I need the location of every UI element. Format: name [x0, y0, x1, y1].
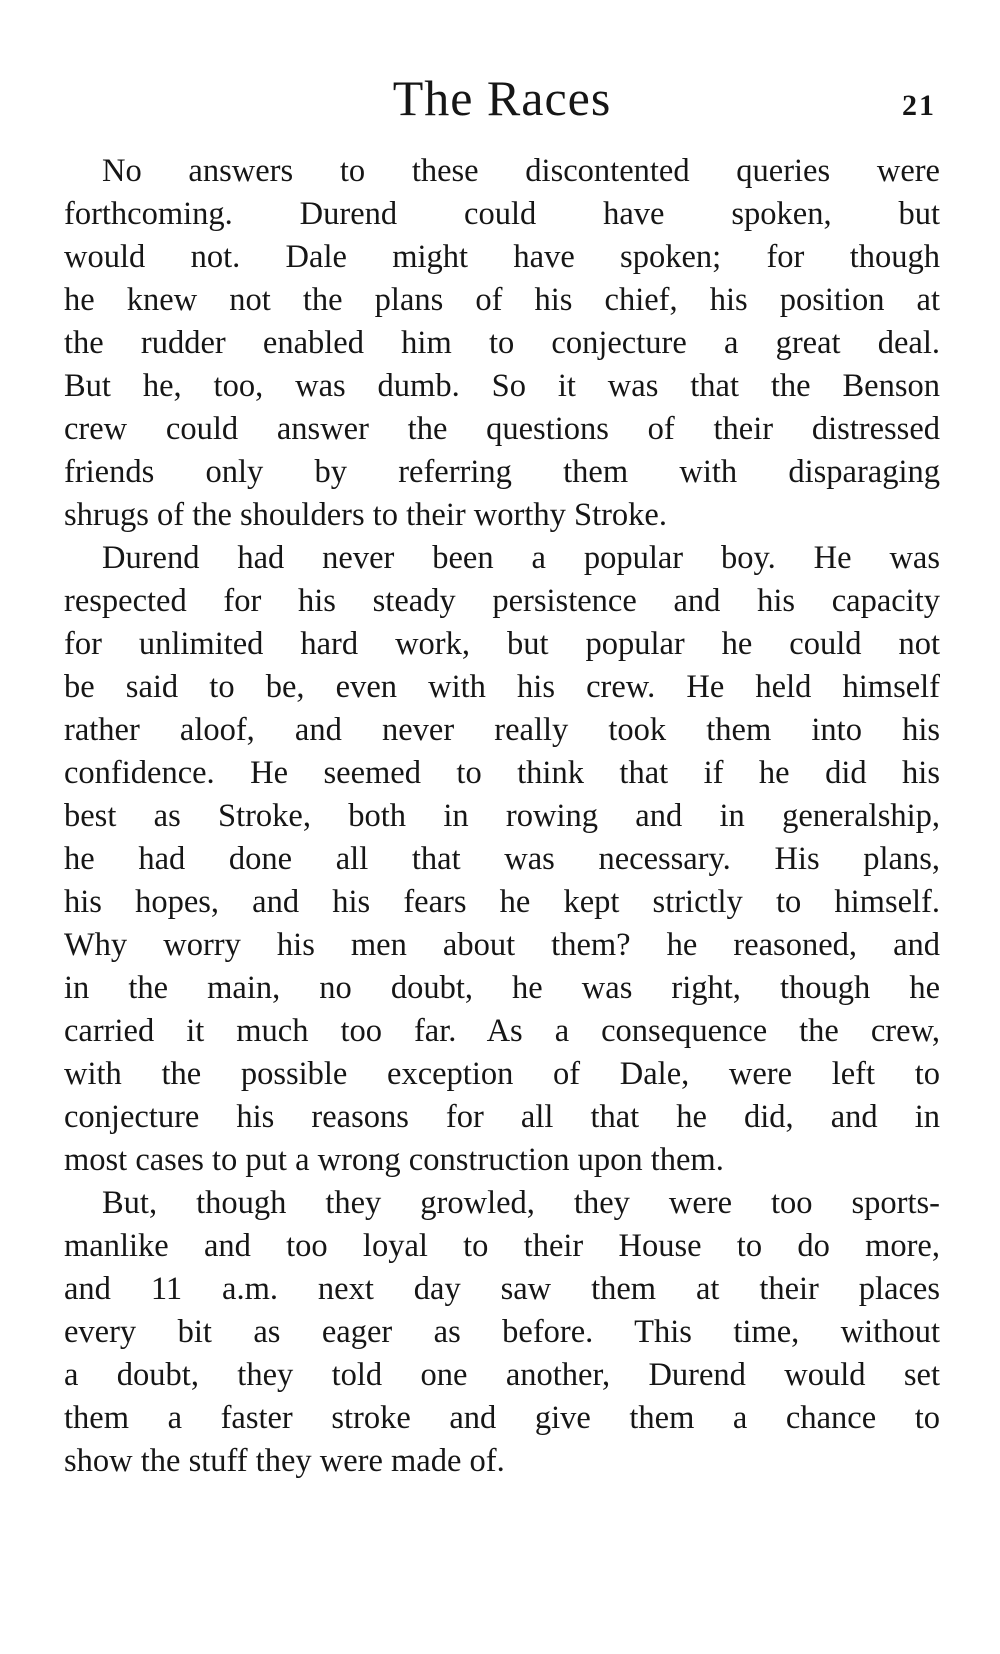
text-line: would not. Dale might have spoken; for though — [64, 239, 940, 275]
text-line: in the main, no doubt, he was right, though he — [64, 970, 940, 1006]
text-line: manlike and too loyal to their House to do more, — [64, 1228, 940, 1264]
text-line: for unlimited hard work, but popular he could not — [64, 626, 940, 662]
text-line: But, though they growled, they were too sports- — [102, 1185, 940, 1221]
paragraph-1 — [64, 150, 940, 537]
text-line: carried it much too far. As a consequence the crew, — [64, 1013, 940, 1049]
text-line: a doubt, they told one another, Durend would set — [64, 1357, 940, 1393]
text-line: most cases to put a wrong construction upon them. — [64, 1142, 724, 1178]
text-line: friends only by referring them with disparaging — [64, 454, 940, 490]
text-line: his hopes, and his fears he kept strictly to himself. — [64, 884, 940, 920]
page-number: 21 — [902, 89, 936, 122]
text-line: shrugs of the shoulders to their worthy Stroke. — [64, 497, 667, 533]
text-line: be said to be, even with his crew. He held himself — [64, 669, 940, 705]
text-line: with the possible exception of Dale, were left to — [64, 1056, 940, 1092]
text-line: conjecture his reasons for all that he did, and in — [64, 1099, 940, 1135]
text-line: forthcoming. Durend could have spoken, but — [64, 196, 940, 232]
chapter-title: The Races — [392, 70, 612, 126]
text-line: confidence. He seemed to think that if he did his — [64, 755, 940, 791]
paragraph-2 — [64, 537, 940, 1182]
text-line: and 11 a.m. next day saw them at their places — [64, 1271, 940, 1307]
text-line: respected for his steady persistence and his capacity — [64, 583, 940, 619]
text-line: he had done all that was necessary. His plans, — [64, 841, 940, 877]
text-line: them a faster stroke and give them a chance to — [64, 1400, 940, 1436]
text-line: the rudder enabled him to conjecture a great deal. — [64, 325, 940, 361]
text-line: Why worry his men about them? he reasoned, and — [64, 927, 940, 963]
text-line: every bit as eager as before. This time, without — [64, 1314, 940, 1350]
text-line: But he, too, was dumb. So it was that the Benson — [64, 368, 940, 404]
text-line: crew could answer the questions of their distressed — [64, 411, 940, 447]
text-line: show the stuff they were made of. — [64, 1443, 505, 1479]
text-line: best as Stroke, both in rowing and in generalship, — [64, 798, 940, 834]
paragraph-3 — [64, 1182, 940, 1483]
text-line: No answers to these discontented queries were — [102, 153, 940, 189]
text-line: Durend had never been a popular boy. He was — [102, 540, 940, 576]
running-head — [64, 62, 940, 134]
text-line: he knew not the plans of his chief, his position at — [64, 282, 940, 318]
text-line: rather aloof, and never really took them into his — [64, 712, 940, 748]
body-text — [64, 150, 940, 1483]
